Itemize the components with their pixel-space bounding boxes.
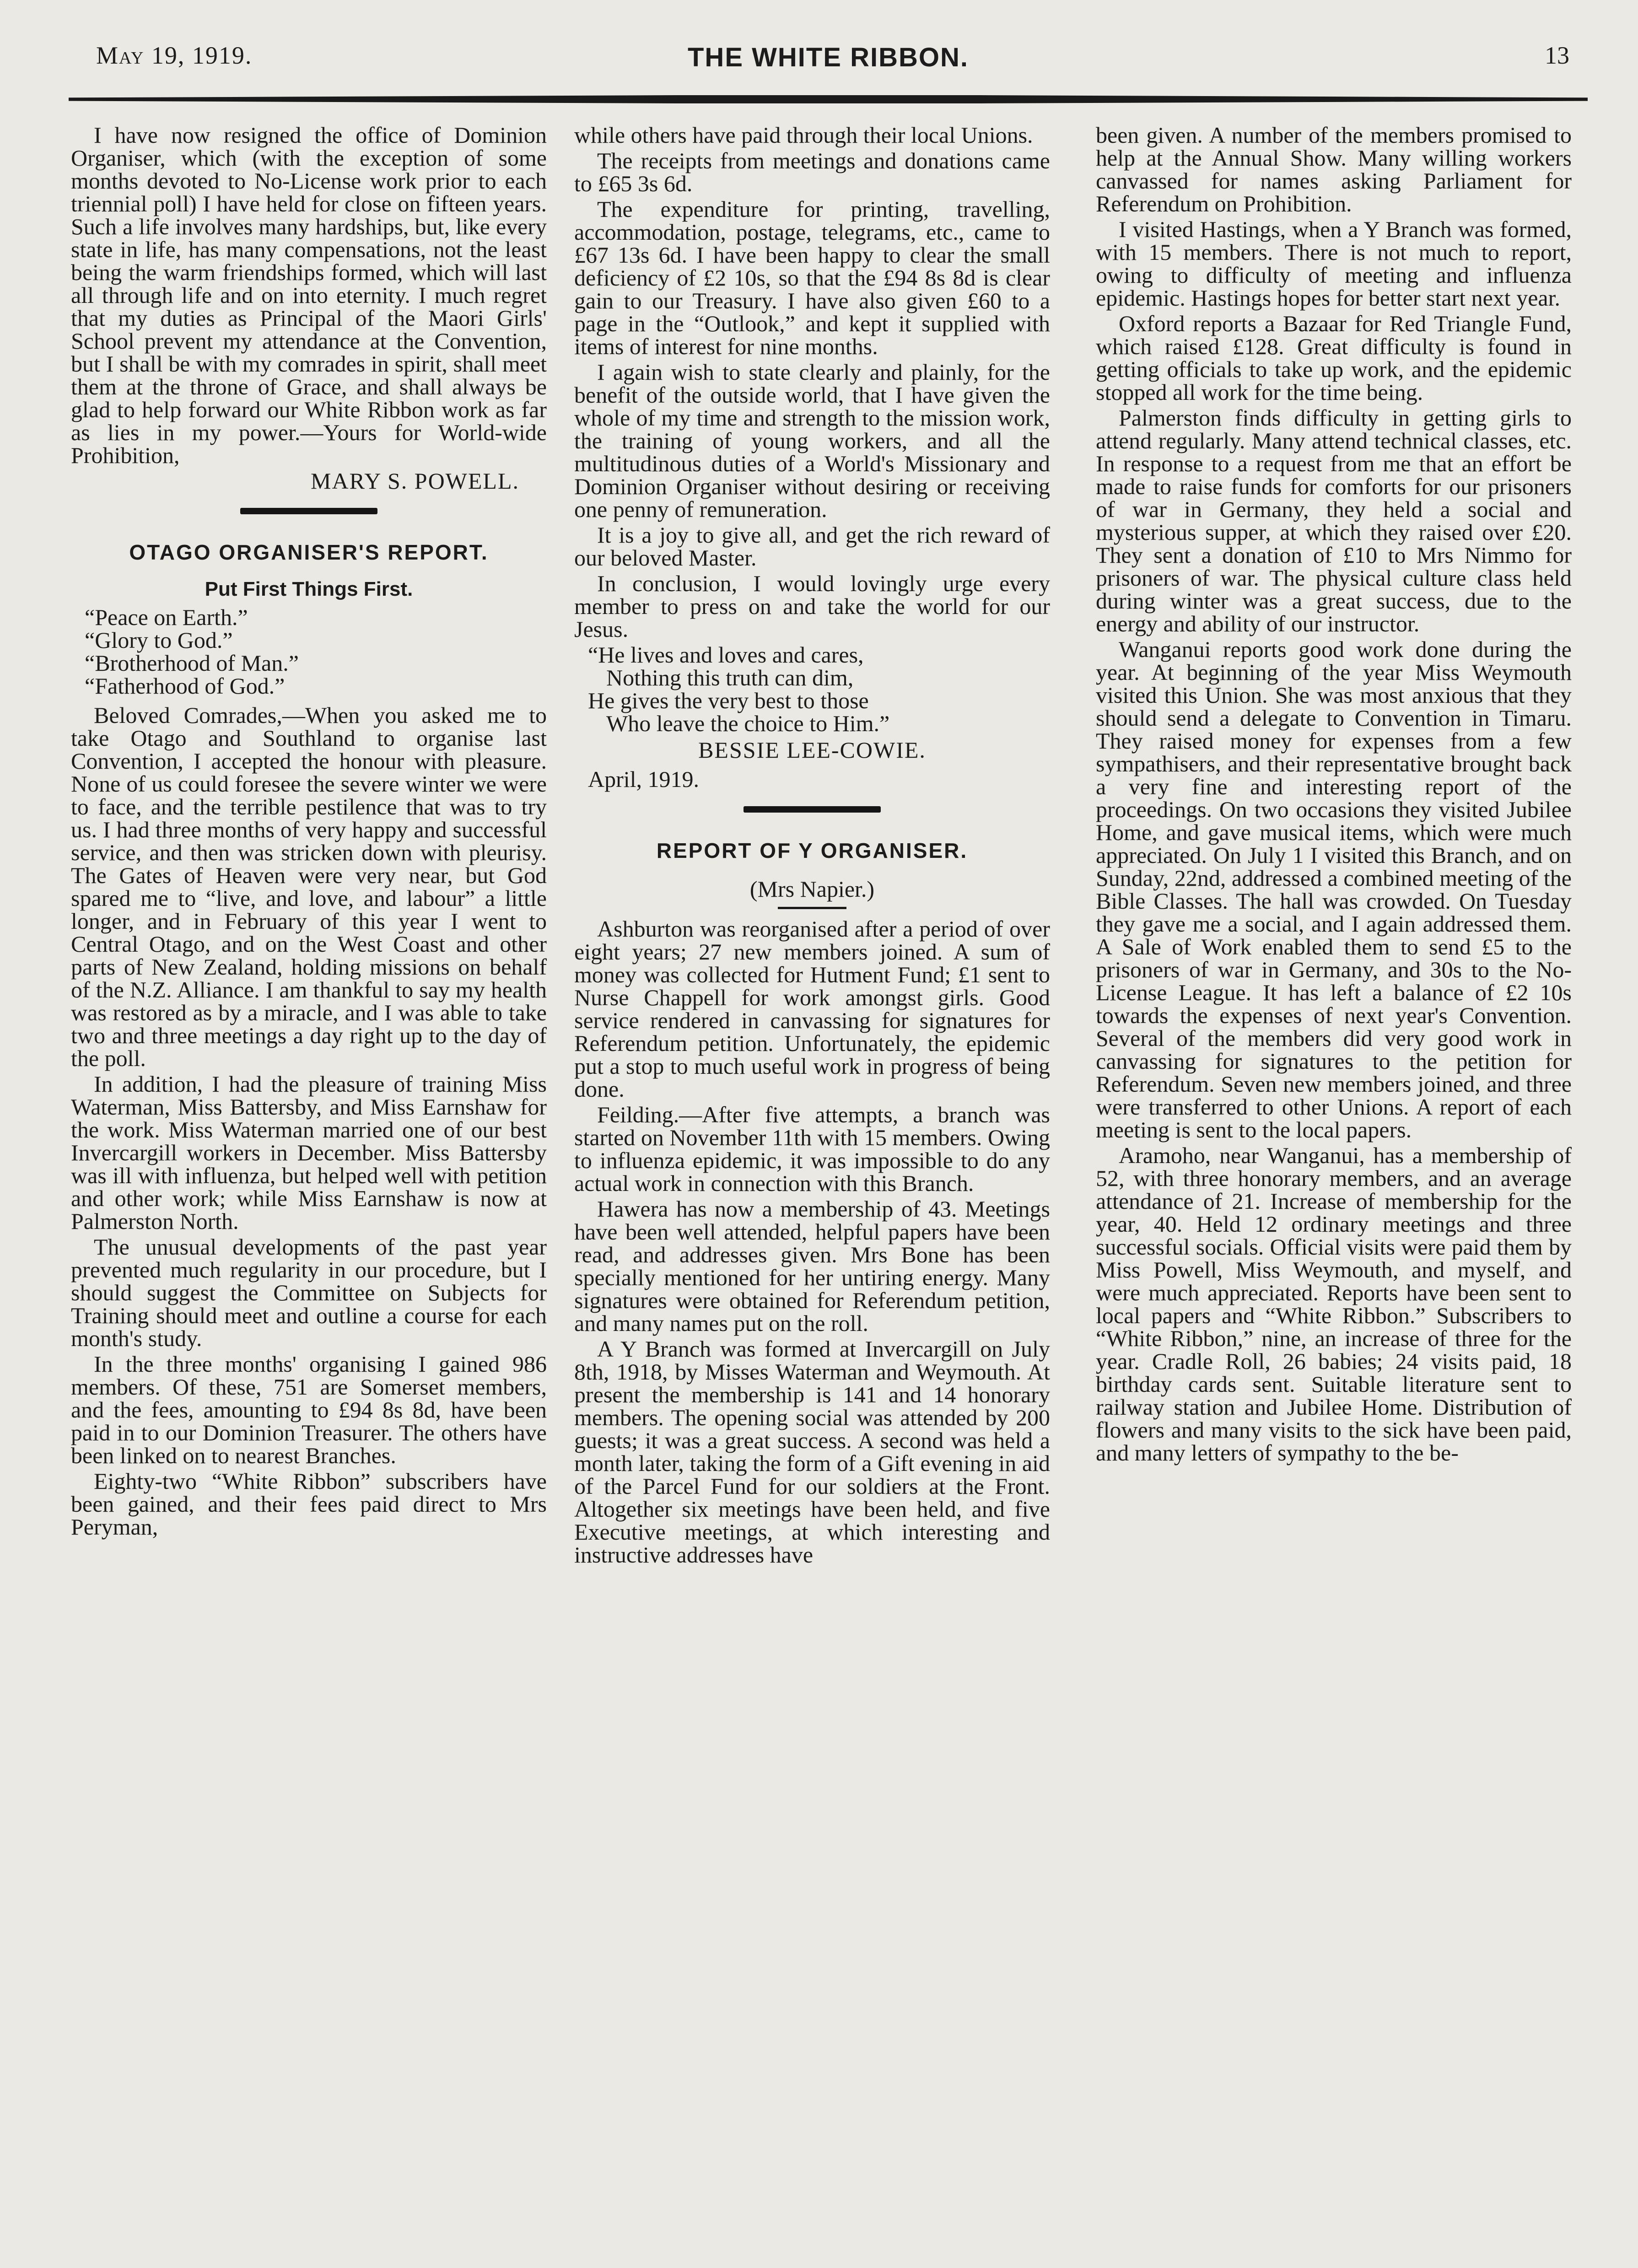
y-report-paragraph: Aramoho, near Wanganui, has a membership of 52, with three honorary members, and an average attendance of 21. Increase of membership for the year, 40. Held 12 ordinary meetings and three successful socials. Official visits were paid them by Miss Powell, Miss Weymouth, and myself, and were much appreciated. Reports have been sent to local papers and “White Ribbon.” Subscribers to “White Ribbon,” nine, an increase of three for the year. Cradle Roll, 26 babies; 24 visits paid, 18 birthday cards sent. Suitable literature sent to railway station and Jubilee Home. Distribution of flowers and many visits to the sick have been paid, and many letters of sympathy to the be- xyxy=(1096,1142,1572,1465)
page-header xyxy=(69,37,1588,82)
otago-continued-paragraph: I again wish to state clearly and plainly, for the benefit of the outside world, that I have given the whole of my time and strength to the mission work, the training of young workers, and all the multitudinous duties of a World's Missionary and Dominion Organiser without desiring or receiving one penny of remuneration. xyxy=(574,359,1050,522)
masthead-title: THE WHITE RIBBON. xyxy=(688,43,969,72)
poem-line: He gives the very best to those xyxy=(588,688,869,713)
y-report-paragraph: been given. A number of the members promised to help at the Annual Show. Many willing workers canvassed for names asking Parliament for Referendum on Prohibition. xyxy=(1096,122,1572,216)
motto-verse xyxy=(85,606,547,697)
header-rule xyxy=(69,95,1588,103)
otago-paragraph: Eighty-two “White Ribbon” subscribers have been gained, and their fees paid direct to Mrs Peryman, xyxy=(71,1468,547,1540)
powell-letter-paragraph: I have now resigned the office of Dominion Organiser, which (with the exception of some months devoted to No-License work prior to each triennial poll) I have held for close on fifteen years. Such a life involves many hardships, but, like every state in life, has many compensations, not the least being the warm friendships formed, which will last all through life and on into eternity. I much regret that my duties as Principal of the Maori Girls' School prevent my attendance at the Convention, but I shall be with my comrades in spirit, shall meet them at the throne of Grace, and shall always be glad to help forward our White Ribbon work as far as lies in my power.—Yours for World-wide Prohibition, xyxy=(71,122,547,468)
poem-line: Nothing this truth can dim, xyxy=(606,665,854,690)
y-report-paragraph: Ashburton was reorganised after a period of over eight years; 27 new members joined. A sum of money was collected for Hutment Fund; £1 sent to Nurse Chappell for work amongst girls. Good service rendered in canvassing for signatures for Referendum petition. Unfortunately, the epidemic put a stop to much useful work in progress of being done. xyxy=(574,916,1050,1102)
y-report-paragraph: Wanganui reports good work done during the year. At beginning of the year Miss Weymouth visited this Union. She was most anxious that they should send a delegate to Convention in Timaru. They raised money for expenses from a few sympathisers, and their representative brought back a very fine and interesting report of the proceedings. On two occasions they visited Jubilee Home, and gave musical items, which were much appreciated. On July 1 I visited this Branch, and on Sunday, 22nd, addressed a combined meeting of the Bible Classes. The hall was crowded. On Tuesday they gave me a social, and I again addressed them. A Sale of Work enabled them to send £5 to the prisoners of war in Germany, and 30s to the No-License League. It has left a balance of £2 10s towards the expenses of next year's Convention. Several of the members did very good work in canvassing for signatures to the petition for Referendum. Seven new members joined, and three were transferred to other Unions. A report of each meeting is sent to the local papers. xyxy=(1096,636,1572,1142)
section-divider xyxy=(744,806,881,813)
poem-line: Who leave the choice to Him.” xyxy=(606,711,890,736)
column-3 xyxy=(1096,124,1572,1467)
otago-continued-paragraph: It is a joy to give all, and get the rich reward of our beloved Master. xyxy=(574,522,1050,571)
otago-continued-paragraph: while others have paid through their local Unions. xyxy=(574,122,1033,148)
y-organiser-heading: REPORT OF Y ORGANISER. xyxy=(656,839,968,862)
otago-report-heading: OTAGO ORGANISER'S REPORT. xyxy=(129,540,489,564)
section-divider xyxy=(240,508,377,514)
page-number: 13 xyxy=(1545,42,1569,69)
y-report-paragraph: Feilding.—After five attempts, a branch was started on November 11th with 15 members. Owing to influenza epidemic, it was impossible to do any actual work in connection with this Branch. xyxy=(574,1102,1050,1196)
otago-paragraph: In the three months' organising I gained 986 members. Of these, 751 are Somerset members, and the fees, amounting to £94 8s 8d, have been paid in to our Dominion Treasurer. The others have been linked on to nearest Branches. xyxy=(71,1351,547,1468)
verse-line: “Peace on Earth.” xyxy=(85,604,248,630)
byline-rule xyxy=(778,907,846,909)
report-dateline: April, 1919. xyxy=(588,766,700,792)
closing-poem xyxy=(588,643,1050,735)
y-report-paragraph: I visited Hastings, when a Y Branch was formed, with 15 members. There is not much to report, owing to difficulty of meeting and influenza epidemic. Hastings hopes for better start next year. xyxy=(1096,216,1572,311)
y-report-paragraph: Oxford reports a Bazaar for Red Triangle Fund, which raised £128. Great difficulty is found in getting officials to take up work, and the epidemic stopped all work for the time being. xyxy=(1096,311,1572,405)
y-report-paragraph: A Y Branch was formed at Invercargill on July 8th, 1918, by Misses Waterman and Weymouth. At present the membership is 141 and 14 honorary members. The opening social was attended by 200 guests; it was a great success. A second was held a month later, taking the form of a Gift evening in aid of the Parcel Fund for our soldiers at the Front. Altogether six meetings have been held, and five Executive meetings, at which interesting and instructive addresses have xyxy=(574,1336,1050,1568)
column-1 xyxy=(71,124,547,1541)
header-date: May 19, 1919. xyxy=(96,42,253,69)
otago-paragraph: The unusual developments of the past year prevented much regularity in our procedure, but I should suggest the Committee on Subjects for Training should meet and outline a course for each month's study. xyxy=(71,1234,547,1351)
otago-paragraph: Beloved Comrades,—When you asked me to take Otago and Southland to organise last Convention, I accepted the honour with pleasure. None of us could foresee the severe winter we were to face, and the terrible pestilence that was to try us. I had three months of very happy and successful service, and then was stricken down with pleurisy. The Gates of Heaven were very near, but God spared me to “live, and love, and labour” a little longer, and in February of this year I went to Central Otago, and on the West Coast and other parts of New Zealand, holding missions on behalf of the N.Z. Alliance. I am thankful to say my health was restored as by a miracle, and I was able to take two and three meetings a day right up to the day of the poll. xyxy=(71,702,547,1071)
verse-line: “Glory to God.” xyxy=(85,627,233,653)
otago-report-subheading: Put First Things First. xyxy=(205,578,413,600)
lee-cowie-signature: BESSIE LEE-COWIE. xyxy=(698,737,926,763)
y-report-paragraph: Hawera has now a membership of 43. Meetings have been well attended, helpful papers have been read, and addresses given. Mrs Bone has been specially mentioned for her untiring energy. Many signatures were obtained for Referendum petition, and many names put on the roll. xyxy=(574,1196,1050,1336)
otago-continued-paragraph: In conclusion, I would lovingly urge every member to press on and take the world for our Jesus. xyxy=(574,571,1050,642)
otago-paragraph: In addition, I had the pleasure of training Miss Waterman, Miss Battersby, and Miss Earnshaw for the work. Miss Waterman married one of our best Invercargill workers in December. Miss Battersby was ill with influenza, but helped well with petition and other work; while Miss Earnshaw is now at Palmerston North. xyxy=(71,1071,547,1234)
poem-line: “He lives and loves and cares, xyxy=(588,642,864,668)
otago-continued-paragraph: The receipts from meetings and donations came to £65 3s 6d. xyxy=(574,148,1050,196)
y-organiser-byline: (Mrs Napier.) xyxy=(749,876,875,902)
otago-continued-paragraph: The expenditure for printing, travelling, accommodation, postage, telegrams, etc., came to £67 13s 6d. I have been happy to clear the small deficiency of £2 10s, so that the £94 8s 8d is clear gain to our Treasury. I have also given £60 to a page in the “Outlook,” and kept it supplied with items of interest for nine months. xyxy=(574,196,1050,359)
powell-signature: MARY S. POWELL. xyxy=(311,468,519,494)
column-2 xyxy=(574,124,1050,1569)
y-report-paragraph: Palmerston finds difficulty in getting girls to attend regularly. Many attend technical classes, etc. In response to a request from me that an effort be made to raise funds for comforts for our prisoners of war in Germany, they held a social and mysterious supper, at which they raised over £20. They sent a donation of £10 to Mrs Nimmo for prisoners of war. The physical culture class held during winter was a great success, due to the energy and ability of our instructor. xyxy=(1096,405,1572,636)
verse-line: “Brotherhood of Man.” xyxy=(85,650,299,676)
verse-line: “Fatherhood of God.” xyxy=(85,673,285,699)
